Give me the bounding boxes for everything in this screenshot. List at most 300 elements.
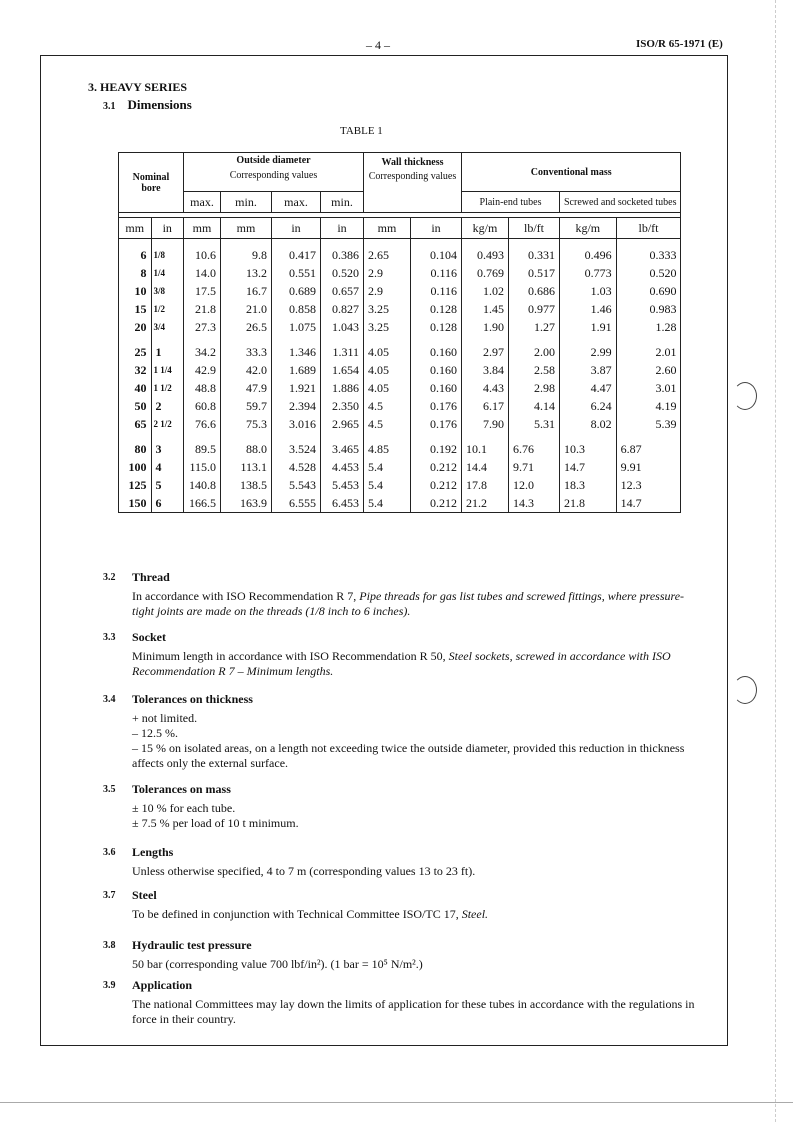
header-sub-label: Corresponding values (229, 170, 318, 181)
table-body (119, 218, 681, 513)
table-cell: 21.8 (184, 300, 221, 318)
cited-title: Pipe threads for gas list tubes and screwed fittings, where pressure-tight joints are made on the threads (1/8 inch to 6 inches). (132, 589, 685, 618)
table-cell: 6 (119, 246, 152, 264)
table-row (119, 300, 681, 318)
spacer-cell (364, 239, 411, 247)
table-cell: 2.01 (616, 343, 681, 361)
table-cell: 5.453 (321, 476, 364, 494)
spacer-cell (364, 336, 411, 343)
page-edge (775, 0, 777, 1122)
unit-cell: in (321, 218, 364, 239)
table-row (119, 415, 681, 433)
spacer-cell (221, 336, 272, 343)
section-body (132, 711, 702, 771)
table-cell: 1.921 (272, 379, 321, 397)
table-cell: 88.0 (221, 440, 272, 458)
table-cell: 15 (119, 300, 152, 318)
unit-cell: mm (119, 218, 152, 239)
table-cell: 138.5 (221, 476, 272, 494)
table-cell: 3.01 (616, 379, 681, 397)
table-cell: 4.85 (364, 440, 411, 458)
table-cell: 2.65 (364, 246, 411, 264)
table-cell: 4.05 (364, 361, 411, 379)
body-line: ± 7.5 % per load of 10 t minimum. (132, 816, 299, 830)
table-cell: 0.983 (616, 300, 681, 318)
table-cell: 59.7 (221, 397, 272, 415)
body-line: – 15 % on isolated areas, on a length not exceeding twice the outside diameter, provided this reduction in thickness affects only the external surface. (132, 741, 685, 770)
table-cell: 0.176 (411, 397, 462, 415)
spacer-cell (411, 336, 462, 343)
table-cell: 2.9 (364, 264, 411, 282)
table-cell: 26.5 (221, 318, 272, 336)
table-cell: 7.90 (462, 415, 509, 433)
table-cell: 20 (119, 318, 152, 336)
page-number: – 4 – (366, 38, 390, 52)
group-spacer (119, 239, 681, 247)
table-cell: 17.5 (184, 282, 221, 300)
body-text: To be defined in conjunction with Technical Committee ISO/TC 17, (132, 907, 462, 921)
spacer-cell (184, 433, 221, 440)
unit-cell: mm (364, 218, 411, 239)
table-cell: 16.7 (221, 282, 272, 300)
table-cell: 1.654 (321, 361, 364, 379)
spacer-cell (560, 336, 617, 343)
table-cell: 3.524 (272, 440, 321, 458)
spacer-cell (616, 433, 681, 440)
table-cell: 1.46 (560, 300, 617, 318)
spacer-cell (462, 239, 509, 247)
spacer-cell (119, 336, 152, 343)
table-cell: 42.0 (221, 361, 272, 379)
table-cell: 0.212 (411, 476, 462, 494)
spacer-cell (321, 239, 364, 247)
table-cell: 0.160 (411, 379, 462, 397)
spacer-cell (151, 336, 184, 343)
table-cell: 1.689 (272, 361, 321, 379)
table-row (119, 494, 681, 513)
header-min: min. (321, 192, 364, 213)
body-text: Minimum length in accordance with ISO Recommendation R 50, (132, 649, 449, 663)
table-cell: 4.5 (364, 397, 411, 415)
section-heading: Lengths (132, 845, 174, 859)
unit-cell: kg/m (462, 218, 509, 239)
table-row (119, 361, 681, 379)
table-cell: 3.84 (462, 361, 509, 379)
table-cell: 50 (119, 397, 152, 415)
body-line: Unless otherwise specified, 4 to 7 m (corresponding values 13 to 23 ft). (132, 864, 476, 878)
table-cell: 1.27 (509, 318, 560, 336)
punch-hole-icon (733, 382, 757, 410)
section-body (132, 589, 702, 619)
table-cell: 4.528 (272, 458, 321, 476)
table-cell: 4.5 (364, 415, 411, 433)
table-cell: 14.7 (560, 458, 617, 476)
unit-cell: lb/ft (616, 218, 681, 239)
section-heading: Application (132, 978, 193, 992)
section-heading: Tolerances on mass (132, 782, 231, 796)
table-cell: 0.496 (560, 246, 617, 264)
unit-cell: in (272, 218, 321, 239)
table-cell: 75.3 (221, 415, 272, 433)
table-cell: 0.128 (411, 300, 462, 318)
table-cell: 4.05 (364, 379, 411, 397)
table-cell: 2.394 (272, 397, 321, 415)
table-cell: 1.28 (616, 318, 681, 336)
table-cell: 0.176 (411, 415, 462, 433)
bore-inch-cell: 1/2 (151, 300, 184, 318)
section-3-1-heading (103, 97, 192, 113)
table-cell: 6.453 (321, 494, 364, 513)
body-line: – 12.5 %. (132, 726, 178, 740)
table-cell: 0.116 (411, 282, 462, 300)
table-cell: 0.977 (509, 300, 560, 318)
header-wall-thickness (364, 153, 462, 213)
spacer-cell (272, 239, 321, 247)
section-heading: Thread (132, 570, 170, 584)
table-cell: 4.43 (462, 379, 509, 397)
spacer-cell (221, 433, 272, 440)
spacer-cell (411, 433, 462, 440)
table-cell: 3.465 (321, 440, 364, 458)
table-cell: 12.0 (509, 476, 560, 494)
table-row (119, 476, 681, 494)
unit-cell: in (151, 218, 184, 239)
table-cell: 2.00 (509, 343, 560, 361)
table-row (119, 343, 681, 361)
table-cell: 0.689 (272, 282, 321, 300)
unit-cell: mm (221, 218, 272, 239)
table-cell: 5.4 (364, 476, 411, 494)
table-cell: 8.02 (560, 415, 617, 433)
section-heading: Socket (132, 630, 166, 644)
section-title: HEAVY SERIES (100, 80, 188, 94)
body-line: ± 10 % for each tube. (132, 801, 236, 815)
table-cell: 40 (119, 379, 152, 397)
table-cell: 0.386 (321, 246, 364, 264)
table-cell: 13.2 (221, 264, 272, 282)
cited-title: Steel. (461, 907, 489, 921)
group-spacer (119, 336, 681, 343)
header-sub-label: Corresponding values (368, 171, 457, 182)
table-cell: 1.886 (321, 379, 364, 397)
spacer-cell (509, 336, 560, 343)
table-cell: 0.686 (509, 282, 560, 300)
table-cell: 2.99 (560, 343, 617, 361)
table-cell: 125 (119, 476, 152, 494)
table-cell: 5.543 (272, 476, 321, 494)
section-number: 3.4 (103, 694, 116, 705)
table-cell: 1.075 (272, 318, 321, 336)
spacer-cell (560, 239, 617, 247)
section-heading: Hydraulic test pressure (132, 938, 252, 952)
table-cell: 14.7 (616, 494, 681, 513)
spacer-cell (184, 239, 221, 247)
table-row (119, 379, 681, 397)
bore-inch-cell: 2 (151, 397, 184, 415)
unit-cell: kg/m (560, 218, 617, 239)
spacer-cell (272, 336, 321, 343)
table-cell: 0.333 (616, 246, 681, 264)
table-cell: 3.25 (364, 318, 411, 336)
table-cell: 5.4 (364, 494, 411, 513)
section-3-heading (88, 80, 187, 95)
table-cell: 0.858 (272, 300, 321, 318)
table-cell: 0.773 (560, 264, 617, 282)
table-cell: 10.3 (560, 440, 617, 458)
table-cell: 4.19 (616, 397, 681, 415)
section-body (132, 649, 702, 679)
section-heading: Steel (132, 888, 157, 902)
table-cell: 1.043 (321, 318, 364, 336)
table-cell: 2.9 (364, 282, 411, 300)
header-conventional-mass: Conventional mass (462, 153, 681, 192)
table-cell: 0.212 (411, 494, 462, 513)
table-cell: 0.769 (462, 264, 509, 282)
spacer-cell (184, 336, 221, 343)
spacer-cell (509, 239, 560, 247)
table-cell: 1.02 (462, 282, 509, 300)
table-cell: 65 (119, 415, 152, 433)
table-cell: 10.6 (184, 246, 221, 264)
bore-inch-cell: 3/4 (151, 318, 184, 336)
table-cell: 33.3 (221, 343, 272, 361)
table-cell: 150 (119, 494, 152, 513)
table-cell: 1.91 (560, 318, 617, 336)
table-cell: 27.3 (184, 318, 221, 336)
bore-inch-cell: 5 (151, 476, 184, 494)
section-body (132, 997, 702, 1027)
table-cell: 163.9 (221, 494, 272, 513)
section-number: 3.7 (103, 890, 116, 901)
table-cell: 4.453 (321, 458, 364, 476)
table-cell: 6.87 (616, 440, 681, 458)
section-number: 3.3 (103, 632, 116, 643)
table-cell: 0.331 (509, 246, 560, 264)
table-cell: 5.31 (509, 415, 560, 433)
table-cell: 1.346 (272, 343, 321, 361)
bottom-line (0, 1102, 793, 1103)
table-cell: 12.3 (616, 476, 681, 494)
table-cell: 10 (119, 282, 152, 300)
table-cell: 1.90 (462, 318, 509, 336)
table-cell: 0.517 (509, 264, 560, 282)
section-number: 3.1 (103, 101, 116, 112)
section-number: 3. (88, 80, 97, 94)
section-number: 3.2 (103, 572, 116, 583)
table-cell: 2.97 (462, 343, 509, 361)
table-cell: 6.76 (509, 440, 560, 458)
table-cell: 25 (119, 343, 152, 361)
bore-inch-cell: 1 1/4 (151, 361, 184, 379)
body-line: 50 bar (corresponding value 700 lbf/in²). (1 bar = 10⁵ N/m².) (132, 957, 423, 971)
spacer-cell (151, 433, 184, 440)
header-max: max. (272, 192, 321, 213)
table-cell: 34.2 (184, 343, 221, 361)
table-row (119, 264, 681, 282)
table-cell: 113.1 (221, 458, 272, 476)
table-cell: 9.8 (221, 246, 272, 264)
table-cell: 0.160 (411, 343, 462, 361)
header-max: max. (184, 192, 221, 213)
spacer-cell (221, 239, 272, 247)
table-cell: 0.657 (321, 282, 364, 300)
table-cell: 0.192 (411, 440, 462, 458)
spacer-cell (616, 239, 681, 247)
table-cell: 4.05 (364, 343, 411, 361)
table-cell: 32 (119, 361, 152, 379)
header-outside-diameter (184, 153, 364, 192)
section-number: 3.5 (103, 784, 116, 795)
section-number: 3.6 (103, 847, 116, 858)
bore-inch-cell: 4 (151, 458, 184, 476)
section-number: 3.8 (103, 940, 116, 951)
table-cell: 0.520 (616, 264, 681, 282)
body-text: In accordance with ISO Recommendation R 7, (132, 589, 360, 603)
spacer-cell (616, 336, 681, 343)
units-row (119, 218, 681, 239)
section-body (132, 864, 702, 879)
header-nominal-bore: Nominal bore (119, 153, 184, 213)
bore-inch-cell: 1/8 (151, 246, 184, 264)
table-cell: 2.965 (321, 415, 364, 433)
table-cell: 2.60 (616, 361, 681, 379)
table-cell: 4.47 (560, 379, 617, 397)
table-cell: 17.8 (462, 476, 509, 494)
bore-inch-cell: 1/4 (151, 264, 184, 282)
table-cell: 3.87 (560, 361, 617, 379)
table-row (119, 318, 681, 336)
table-cell: 21.2 (462, 494, 509, 513)
table-cell: 0.160 (411, 361, 462, 379)
spacer-cell (321, 336, 364, 343)
section-title: Dimensions (127, 97, 192, 112)
spacer-cell (509, 433, 560, 440)
table-cell: 5.39 (616, 415, 681, 433)
table-cell: 0.212 (411, 458, 462, 476)
body-line: The national Committees may lay down the limits of application for these tubes in accordance with the regulations in force in their country. (132, 997, 695, 1026)
table-cell: 48.8 (184, 379, 221, 397)
table-cell: 14.0 (184, 264, 221, 282)
section-heading: Tolerances on thickness (132, 692, 253, 706)
table-cell: 3.016 (272, 415, 321, 433)
table-cell: 18.3 (560, 476, 617, 494)
table-cell: 1.45 (462, 300, 509, 318)
table-cell: 76.6 (184, 415, 221, 433)
section-number: 3.9 (103, 980, 116, 991)
table-cell: 6.24 (560, 397, 617, 415)
table-cell: 100 (119, 458, 152, 476)
bore-inch-cell: 6 (151, 494, 184, 513)
table-cell: 6.555 (272, 494, 321, 513)
bore-inch-cell: 2 1/2 (151, 415, 184, 433)
spacer-cell (364, 433, 411, 440)
table-cell: 5.4 (364, 458, 411, 476)
spacer-cell (560, 433, 617, 440)
section-body (132, 957, 702, 972)
table-cell: 89.5 (184, 440, 221, 458)
bore-inch-cell: 3 (151, 440, 184, 458)
table-cell: 166.5 (184, 494, 221, 513)
table-cell: 9.71 (509, 458, 560, 476)
table-cell: 0.520 (321, 264, 364, 282)
header-screwed: Screwed and socketed tubes (560, 192, 681, 213)
group-spacer (119, 433, 681, 440)
bore-inch-cell: 3/8 (151, 282, 184, 300)
table-cell: 0.104 (411, 246, 462, 264)
table-cell: 0.493 (462, 246, 509, 264)
unit-cell: lb/ft (509, 218, 560, 239)
table-cell: 0.827 (321, 300, 364, 318)
table-row (119, 246, 681, 264)
table-cell: 80 (119, 440, 152, 458)
table-cell: 0.551 (272, 264, 321, 282)
table-row (119, 282, 681, 300)
table-cell: 6.17 (462, 397, 509, 415)
spacer-cell (462, 336, 509, 343)
bore-inch-cell: 1 1/2 (151, 379, 184, 397)
dimensions-table (118, 152, 681, 513)
table-cell: 3.25 (364, 300, 411, 318)
header-plain-end: Plain-end tubes (462, 192, 560, 213)
table-cell: 42.9 (184, 361, 221, 379)
table-row (119, 440, 681, 458)
table-cell: 0.690 (616, 282, 681, 300)
table-cell: 115.0 (184, 458, 221, 476)
table-cell: 47.9 (221, 379, 272, 397)
table-cell: 14.4 (462, 458, 509, 476)
table-cell: 4.14 (509, 397, 560, 415)
spacer-cell (119, 239, 152, 247)
header-label: Outside diameter (236, 155, 311, 166)
table-cell: 10.1 (462, 440, 509, 458)
table-cell: 2.350 (321, 397, 364, 415)
unit-cell: in (411, 218, 462, 239)
spacer-cell (272, 433, 321, 440)
spacer-cell (151, 239, 184, 247)
table-cell: 2.58 (509, 361, 560, 379)
bore-inch-cell: 1 (151, 343, 184, 361)
table-cell: 2.98 (509, 379, 560, 397)
table-cell: 21.8 (560, 494, 617, 513)
table-cell: 140.8 (184, 476, 221, 494)
table-row (119, 458, 681, 476)
table-cell: 14.3 (509, 494, 560, 513)
unit-cell: mm (184, 218, 221, 239)
table-caption: TABLE 1 (340, 125, 383, 137)
table-cell: 60.8 (184, 397, 221, 415)
table-cell: 1.311 (321, 343, 364, 361)
table-cell: 0.128 (411, 318, 462, 336)
section-body (132, 801, 702, 831)
header-min: min. (221, 192, 272, 213)
section-body (132, 907, 702, 922)
table-cell: 1.03 (560, 282, 617, 300)
punch-hole-icon (733, 676, 757, 704)
table-cell: 0.116 (411, 264, 462, 282)
table-row (119, 397, 681, 415)
spacer-cell (321, 433, 364, 440)
table-cell: 21.0 (221, 300, 272, 318)
document-id: ISO/R 65-1971 (E) (636, 38, 723, 50)
header-label: Wall thickness (381, 157, 444, 168)
cited-title: Steel sockets, screwed in accordance with ISO Recommendation R 7 – Minimum lengths. (132, 649, 671, 678)
body-line: + not limited. (132, 711, 198, 725)
spacer-cell (119, 433, 152, 440)
table-cell: 0.417 (272, 246, 321, 264)
table-cell: 8 (119, 264, 152, 282)
spacer-cell (462, 433, 509, 440)
spacer-cell (411, 239, 462, 247)
